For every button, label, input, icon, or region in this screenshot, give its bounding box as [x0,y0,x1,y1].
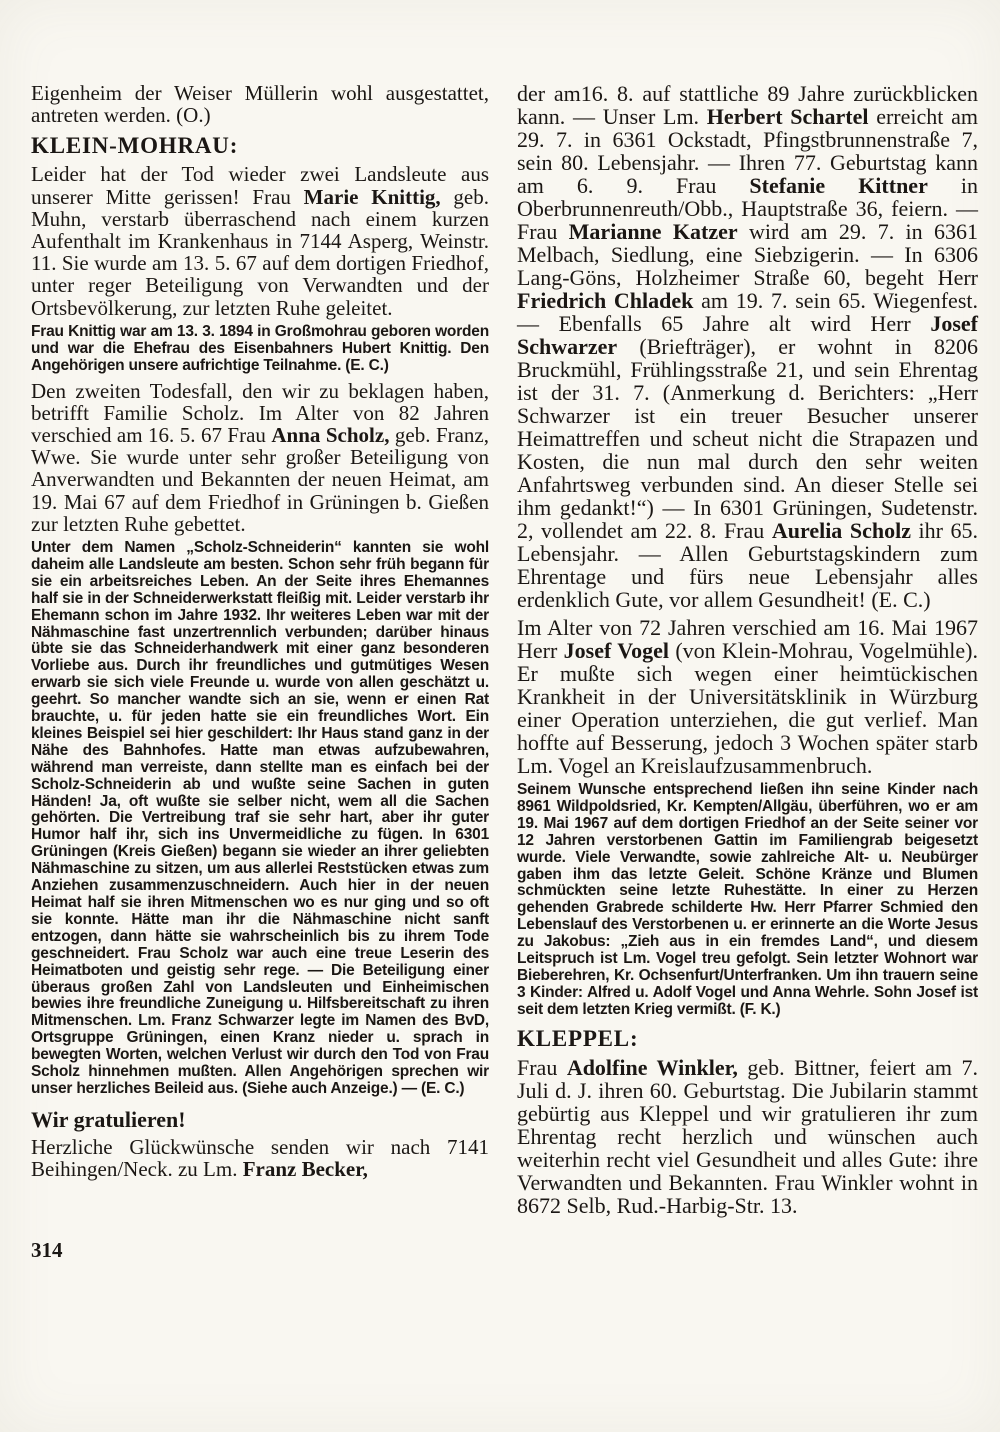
text-segment: wird am 29. 7. in 6361 Melbach, Siedlung, eine Siebzigerin. — In 6306 Lang-Göns, Holzheimer Straße 60, begeht Herr [517,219,978,290]
text-segment: der am16. 8. auf stattliche 89 Jahre zurückblicken kann. — Unser Lm. [517,81,978,129]
bold-name-text: Aurelia Scholz [771,518,911,543]
bold-name-text: Josef Vogel [563,638,669,663]
page-number: 314 [31,1237,63,1262]
congratulations-franz-becker-paragraph [31,1136,489,1180]
bold-name-text: Adolfine Winkler, [566,1054,738,1080]
text-segment: erreicht am 29. 7. in 6361 Ockstadt, Pfingstbrunnenstraße 7, sein 80. Lebensjahr. — Ihren 77. Geburtstag kann am 6. 9. Frau [517,104,978,198]
text-segment: KLEIN-MOHRAU: [31,133,239,159]
obituary-anna-scholz-smallprint [31,540,489,1098]
text-segment: geb. Bittner, feiert am 7. Juli d. J. ihren 60. Geburtstag. Die Jubilarin stammt gebürtig aus Kleppel und wir gratulieren ihr zum Ehrentag recht herzlich und wünschen auch weiterhin recht viel Gesundheit und alles Gute: ihre Verwandten und Bekannten. Frau Winkler wohnt in 8672 Selb, Rud.-Harbig-Str. 13. [517,1054,978,1218]
obituary-marie-knittig-smallprint [31,324,489,375]
birthday-list-paragraph [517,82,978,611]
bold-name-text: Herbert Schartel [706,104,869,129]
text-segment: Frau [517,1054,567,1080]
bold-name-text: Marie Knittig, [303,184,441,209]
heading-kleppel [517,1026,978,1052]
text-segment: ihr 65. Lebensjahr. — Allen Geburtstagskindern zum Ehrentage und fürs neue Lebensjahr alles erdenklich Gute, vor allem Gesundheit! (E. C.) [517,518,978,612]
obituary-josef-vogel-paragraph [517,616,978,777]
bold-name-text: Josef Schwarzer [517,311,978,359]
text-segment: am 19. 7. sein 65. Wiegenfest. — Ebenfalls 65 Jahre alt wird Herr [517,288,978,336]
text-segment: Leider hat der Tod wieder zwei Landsleute aus unserer Mitte gerissen! Frau [31,162,489,209]
bold-name-text: Anna Scholz, [271,422,390,447]
obituary-josef-vogel-smallprint [517,782,978,1019]
two-column-layout [31,82,978,1222]
text-segment: geb. Muhn, verstarb überraschend nach einem kurzen Aufenthalt im Krankenhaus in 7144 Asperg, Weinstr. 11. Sie wurde am 13. 5. 67 auf dem dortigen Friedhof, unter reger Beteiligung von Verwandten und der Ortsbevölkerung, zur letzten Ruhe geleitet. [31,184,489,320]
text-segment: (von Klein-Mohrau, Vogelmühle). Er mußte sich wegen einer heimtückischen Krankheit in der Universitätsklinik in Würzburg einer Operation unterziehen, die gut verlief. Man hoffte auf Besserung, jedoch 3 Wochen später starb Lm. Vogel an Kreislaufzusammenbruch. [517,638,979,778]
text-segment: (Briefträger), er wohnt in 8206 Bruckmühl, Frühlingsstraße 21, und sein Ehrentag ist der 31. 7. (Anmerkung d. Berichters: „Herr Schwarzer ist ein treuer Besucher unserer Heimattreffen und scheut nicht die Strapazen und Kosten, die nun mal durch den sehr weiten Anfahrtsweg verbunden sind. An dieser Stelle sei ihm gedankt!“) — In 6301 Grüningen, Sudetenstr. 2, vollendet am 22. 8. Frau [517,334,978,543]
bold-name-text: Marianne Katzer [568,219,738,244]
bold-name-text: Friedrich Chladek [517,288,694,313]
closing-note-paragraph [31,82,489,126]
text-segment: KLEPPEL: [517,1025,639,1051]
text-segment: in Oberbrunnenreuth/Obb., Hauptstraße 36, feiern. — Frau [517,173,979,244]
bold-name-text: Franz Becker, [242,1157,368,1182]
text-segment: Herzliche Glückwünsche senden wir nach 7141 Beihingen/Neck. zu Lm. [31,1134,489,1182]
text-segment: Unter dem Namen „Scholz-Schneiderin“ kannten sie wohl daheim alle Landsleute am besten. Schon sehr früh begann für sie ein arbeitsreiches Leben. An der Seite ihres Ehemannes half sie in der Schneiderwerkstatt fleißig mit. Leider verstarb ihr Ehemann schon im Jahre 1932. Ihr weiteres Leben war mit der Nähmaschine fast unzertrennlich verbunden; darüber hinaus übte sie das Schneiderhandwerk mit einer ganz besonderen Vorliebe aus. Durch ihr freundliches und gutmütiges Wesen erwarb sie sich viele Freunde u. wurde von allen geschätzt u. geehrt. So mancher wandte sich an sie, wenn er einen Rat brauchte, u. für jeden hatte sie ein freundliches Wort. Ein kleines Beispiel sei hier geschildert: Ihr Haus stand ganz in der Nähe des Bahnhofes. Hatte man etwas aufzubewahren, während man verreiste, dann stellte man es einfach bei der Scholz-Schneiderin ab und wußte seine Sachen in guten Händen! Ja, oft wußte sie selber nicht, wem all die Sachen gehörten. Die Vertreibung traf sie sehr hart, aber ihr guter Humor half ihr, sich ins Unvermeidliche zu fügen. In 6301 Grüningen (Kreis Gießen) begann sie wieder an ihrer geliebten Nähmaschine zu sitzen, um aus allerlei Reststücken etwas zum Anziehen zusammenzuschneidern. Auch hier in der neuen Heimat half sie ihren Mitmenschen wo es nur ging und so oft sie konnte. Hätte man ihr die Nähmaschine nicht sanft entzogen, dann hätte sie wahrscheinlich bis zu ihrem Tode geschneidert. Frau Scholz war auch eine treue Leserin des Heimatboten und geistig sehr rege. — Die Beteiligung einer überaus großen Zahl von Landsleuten und Einheimischen bewies ihre freundliche Zuneigung u. Hilfsbereitschaft zu ihren Mitmenschen. Lm. Franz Schwarzer legte im Namen des BvD, Ortsgruppe Grüningen, einen Kranz nieder u. sprach in bewegten Worten, welchen Verlust wir durch den Tod von Frau Scholz hinnehmen mußten. Allen Angehörigen sprechen wir unser herzliches Beileid aus. (Siehe auch Anzeige.) — (E. C.) [31,538,489,1097]
heading-wir-gratulieren [31,1107,489,1132]
obituary-anna-scholz-paragraph [31,380,489,535]
congratulations-adolfine-winkler-paragraph [517,1056,978,1217]
text-segment: Frau Knittig war am 13. 3. 1894 in Großmohrau geboren worden und war die Ehefrau des Eisenbahners Hubert Knittig. Den Angehörigen unsere aufrichtige Teilnahme. (E. C.) [31,322,489,374]
text-segment: Wir gratulieren! [31,1106,186,1132]
text-segment: geb. Franz, Wwe. Sie wurde unter sehr großer Beteiligung von Anverwandten und Bekannten der neuen Heimat, am 19. Mai 67 auf dem Friedhof in Grüningen b. Gießen zur letzten Ruhe gebettet. [31,422,490,536]
right-column [517,82,978,1222]
obituary-marie-knittig-paragraph [31,163,489,318]
left-column [31,82,489,1222]
text-segment: Im Alter von 72 Jahren verschied am 16. Mai 1967 Herr [517,615,978,663]
text-segment: Eigenheim der Weiser Müllerin wohl ausgestattet, antreten werden. (O.) [31,81,489,128]
bold-name-text: Stefanie Kittner [749,173,928,198]
text-segment: Seinem Wunsche entsprechend ließen ihn seine Kinder nach 8961 Wildpoldsried, Kr. Kempten/Allgäu, überführen, wo er am 19. Mai 1967 auf dem dortigen Friedhof an der Seite seiner vor 12 Jahren verstorbenen Gattin im Familiengrab beigesetzt wurde. Viele Verwandte, sowie zahlreiche Alt- u. Neubürger gaben ihm das letzte Geleit. Schöne Kränze und Blumen schmückten seine letzte Ruhestätte. In einer zu Herzen gehenden Grabrede schilderte Hw. Herr Pfarrer Schmied den Lebenslauf des Verstorbenen u. er erinnerte an die Worte Jesus zu Jakobus: „Zieh aus in ein fremdes Land“, und diesem Leitspruch ist Lm. Vogel treu gefolgt. Sein letzter Wohnort war Bieberehren, Kr. Ochsenfurt/Unterfranken. Um ihn trauern seine 3 Kinder: Alfred u. Adolf Vogel und Anna Wehrle. Sohn Josef ist seit dem letzten Krieg vermißt. (F. K.) [517,781,978,1018]
text-segment: Den zweiten Todesfall, den wir zu beklagen haben, betrifft Familie Scholz. Im Alter von 82 Jahren verschied am 16. 5. 67 Frau [31,378,489,447]
heading-klein-mohrau [31,133,489,159]
